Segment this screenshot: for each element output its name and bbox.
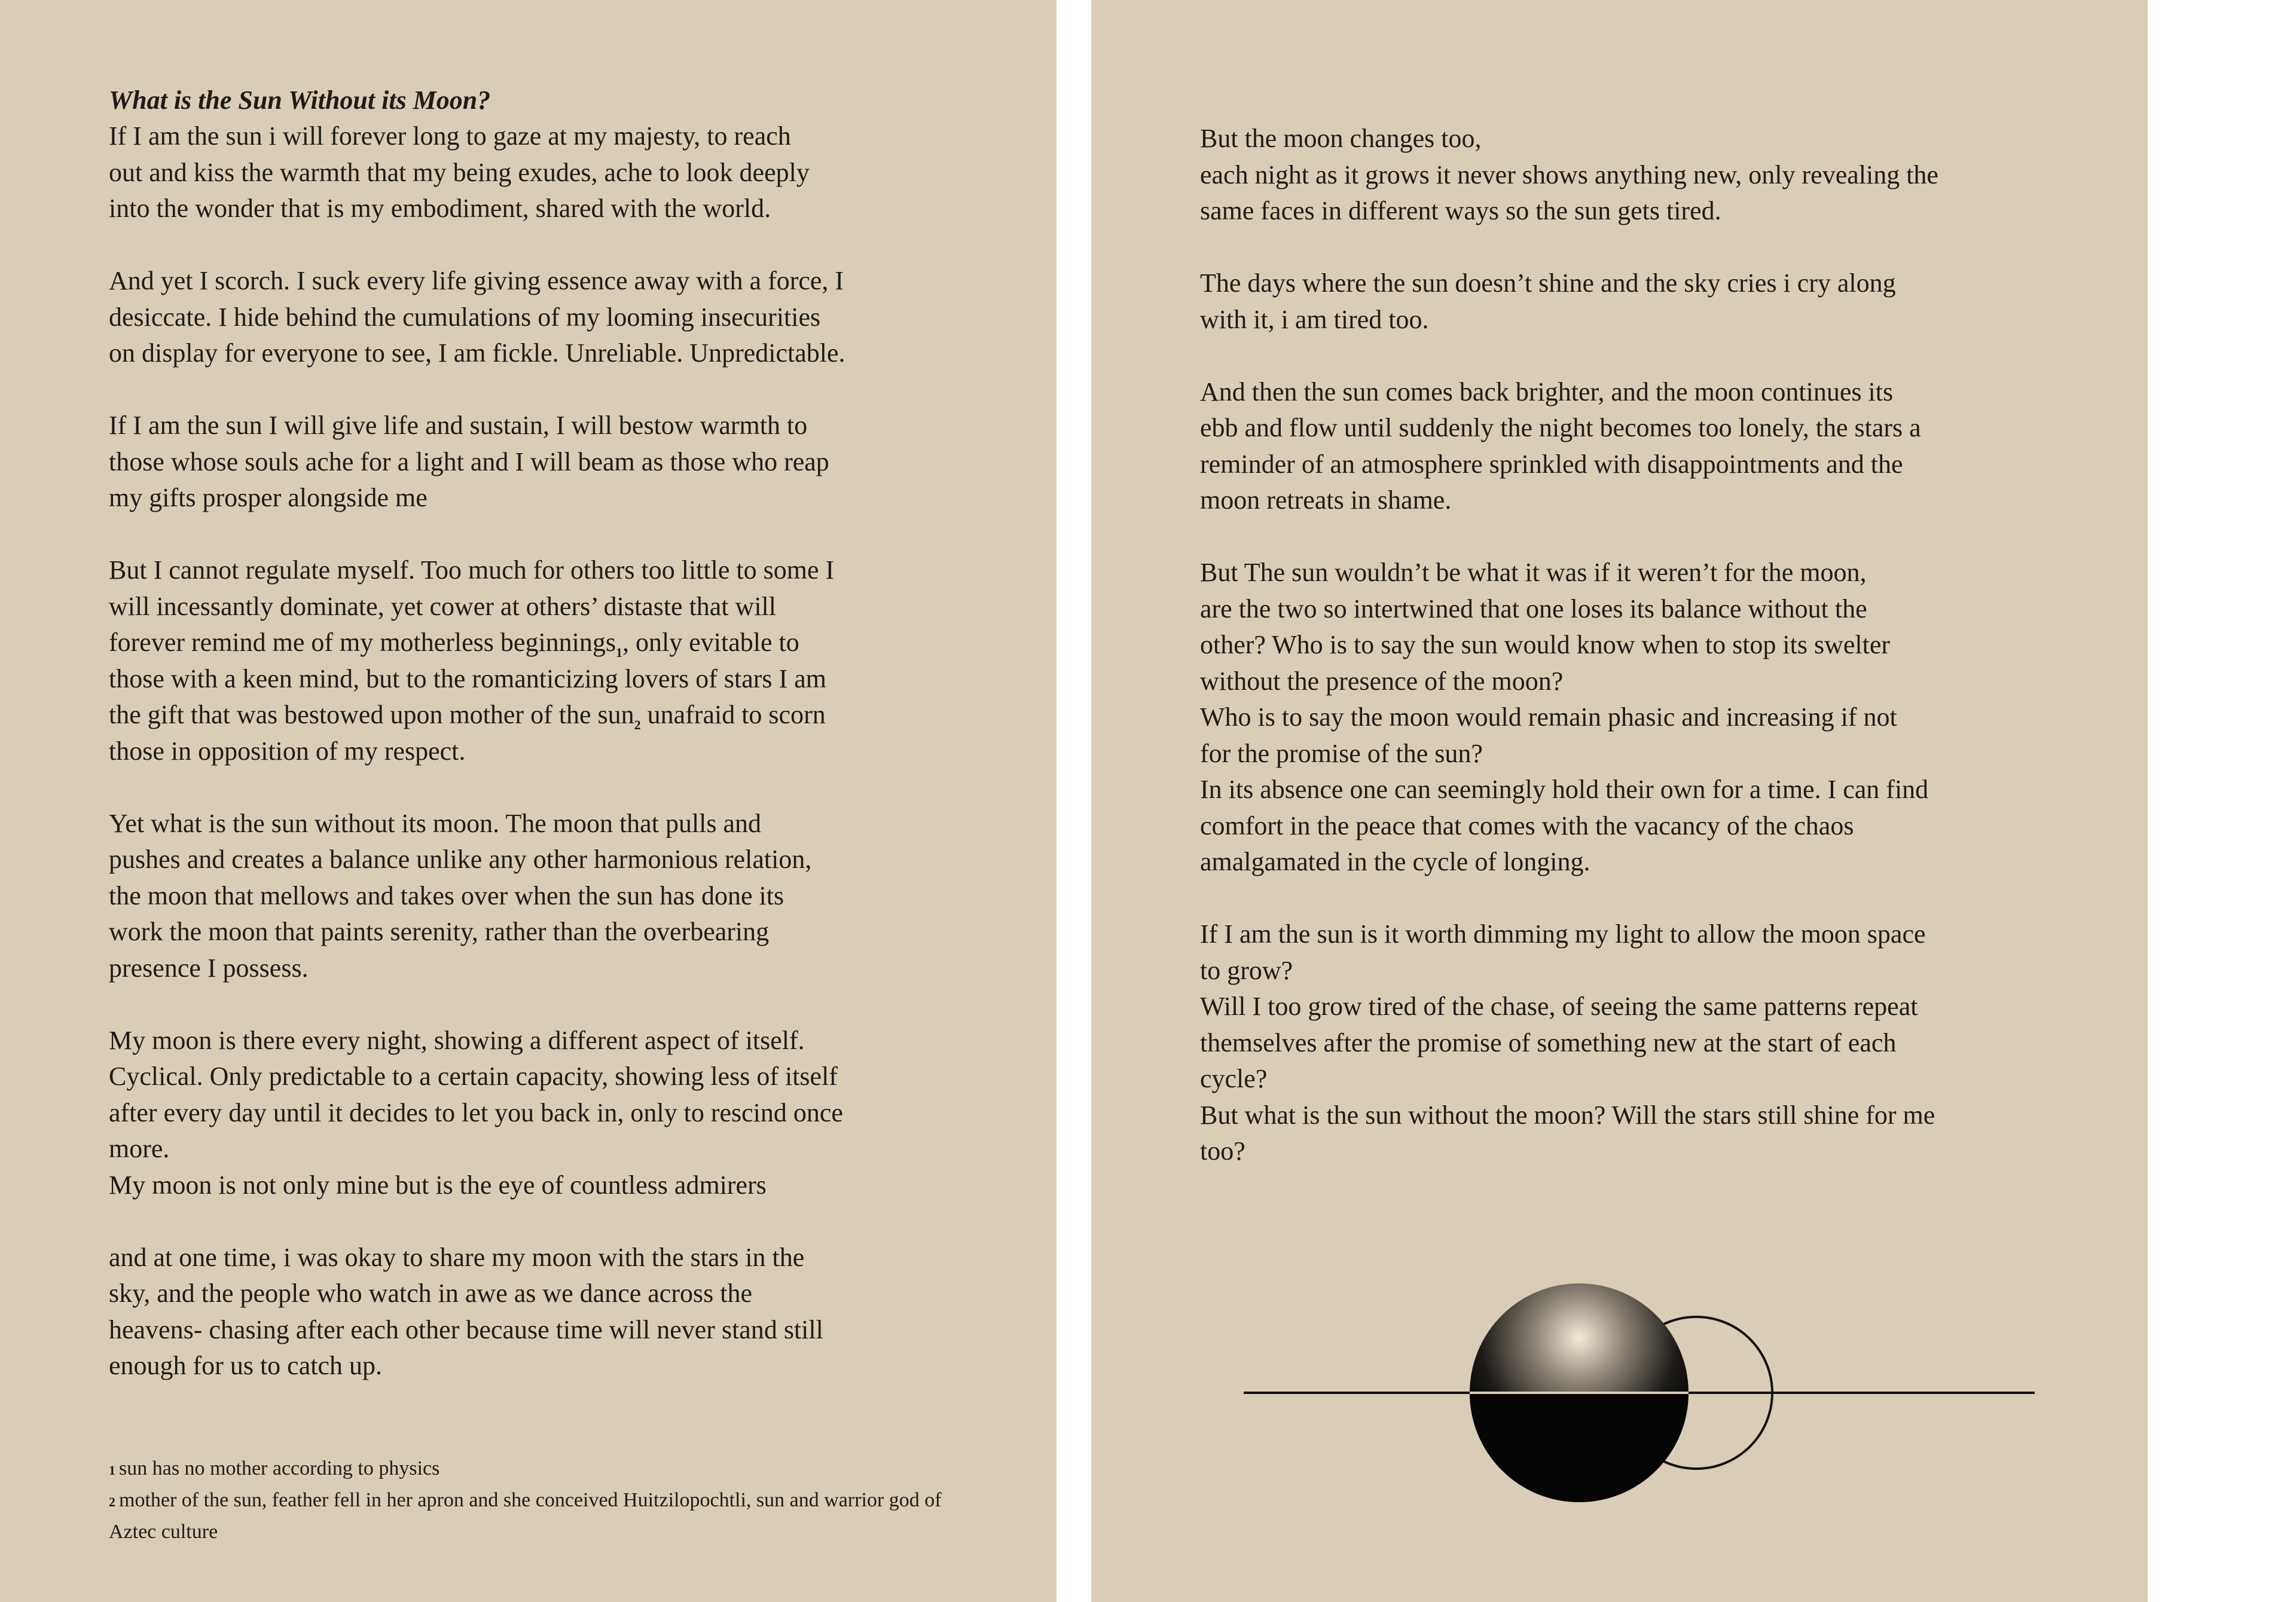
poem-title: What is the Sun Without its Moon? bbox=[109, 85, 491, 115]
stanza-7: and at one time, i was okay to share my moon with the stars in the sky, and the people who watch in awe as we dance across the heavens- chasing after each other because time will never stand still enough for us to catch up. bbox=[109, 1242, 823, 1380]
stanza-4-part-1: But I cannot regulate myself. Too much for others too little to some I will incessantly dominate, yet cower at others’ distaste that will forever remind me of my motherless beginnings bbox=[109, 555, 835, 657]
stanza-10: And then the sun comes back brighter, and the moon continues its ebb and flow until suddenly the night becomes too lonely, the stars a reminder of an atmosphere sprinkled with disappointments and the moon retreats in shame. bbox=[1200, 377, 1921, 515]
left-page bbox=[0, 0, 1057, 1602]
footnote-1 bbox=[109, 1454, 967, 1485]
stanza-4-part-2: , only evitable to those with a keen mind, but to the romanticizing lovers of stars I am the gift that was bestowed upon mother of the sun bbox=[109, 628, 826, 729]
stanza-6: My moon is there every night, showing a different aspect of itself. Cyclical. Only predictable to a certain capacity, showing less of itself after every day until it decides to let you back in, only to rescind once more. My moon is not only mine but is the eye of countless admirers bbox=[109, 1025, 843, 1200]
sun-lower-half bbox=[1470, 1393, 1689, 1502]
stanza-4-part-3: unafraid to scorn those in opposition of my respect. bbox=[109, 700, 826, 766]
stanza-2: And yet I scorch. I suck every life giving essence away with a force, I desiccate. I hide behind the cumulations of my looming insecurities on display for everyone to see, I am fickle. Unreliable. Unpredictable. bbox=[109, 266, 845, 368]
footnotes bbox=[109, 1454, 967, 1547]
stanza-11: But The sun wouldn’t be what it was if it weren’t for the moon, are the two so intertwined that one loses its balance without the other? Who is to say the sun would know when to stop its swelter without the presence of the moon? Who is to say the moon would remain phasic and increasing if not for the promise of the sun? In its absence one can seemingly hold their own for a time. I can find comfort in the peace that comes with the vacancy of the chaos amalgamated in the cycle of longing. bbox=[1200, 558, 1929, 876]
stanza-1: If I am the sun i will forever long to gaze at my majesty, to reach out and kiss the warmth that my being exudes, ache to look deeply into the wonder that is my embodiment, shared with the world. bbox=[109, 121, 810, 223]
footnote-text: sun has no mother according to physics bbox=[119, 1457, 440, 1479]
sun-moon-eclipse-icon bbox=[1231, 1261, 2056, 1524]
footnote-2 bbox=[109, 1485, 967, 1547]
footnote-ref-1: 1 bbox=[616, 644, 623, 660]
footnote-text: mother of the sun, feather fell in her apron and she conceived Huitzilopochtli, sun and warrior god of Aztec culture bbox=[109, 1489, 942, 1543]
stanza-4 bbox=[109, 552, 967, 769]
stanza-3: If I am the sun I will give life and sustain, I will bestow warmth to those whose souls ache for a light and I will beam as those who reap my gifts prosper alongside me bbox=[109, 411, 829, 512]
footnote-ref-2: 2 bbox=[634, 717, 641, 732]
footnote-number: 1 bbox=[109, 1463, 115, 1478]
footnote-number: 2 bbox=[109, 1494, 115, 1509]
stanza-5: Yet what is the sun without its moon. The moon that pulls and pushes and creates a balance unlike any other harmonious relation, the moon that mellows and takes over when the sun has done its work the moon that paints serenity, rather than the overbearing presence I possess. bbox=[109, 808, 812, 983]
stanza-9: The days where the sun doesn’t shine and the sky cries i cry along with it, i am tired too. bbox=[1200, 268, 1896, 334]
stanza-8: But the moon changes too, each night as it grows it never shows anything new, only revealing the same faces in different ways so the sun gets tired. bbox=[1200, 124, 1938, 225]
stanza-12: If I am the sun is it worth dimming my light to allow the moon space to grow? Will I too grow tired of the chase, of seeing the same patterns repeat themselves after the promise of something new at the start of each cycle? But what is the sun without the moon? Will the stars still shine for me too? bbox=[1200, 919, 1935, 1166]
